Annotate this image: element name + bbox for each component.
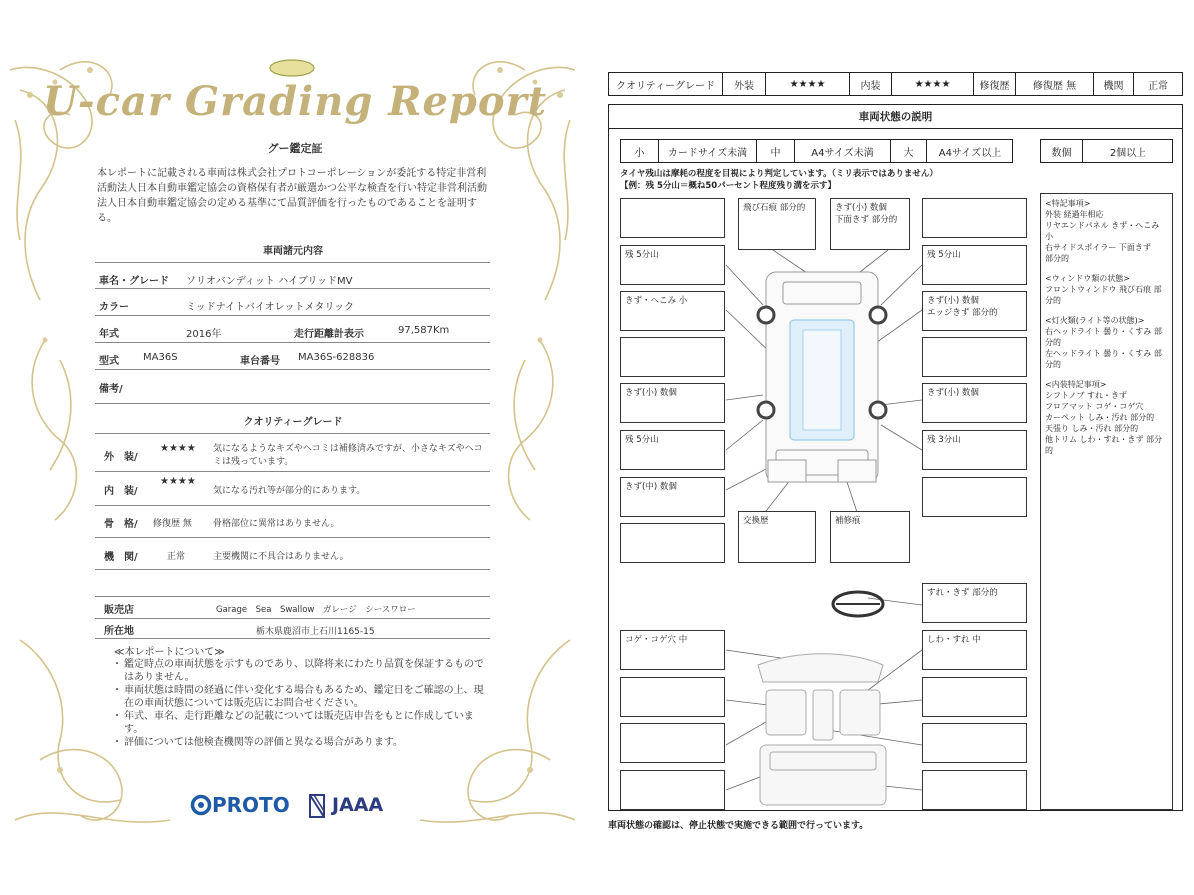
tire-note: タイヤ残山は摩耗の程度を目視により判定しています。（ミリ表示ではありません） xyxy=(620,169,938,179)
quality-interior-grade: ★★★★ xyxy=(160,476,196,487)
divider xyxy=(95,596,490,597)
condition-box xyxy=(620,677,725,717)
divider xyxy=(95,569,490,570)
quality-engine-label: 機 関/ xyxy=(104,552,138,563)
left-front-panel-note: きず・へこみ 小 xyxy=(620,291,725,331)
note-item: ・ 評価については他検査機関等の評価と異なる場合があります。 xyxy=(114,736,484,749)
remarks-label: 備考/ xyxy=(99,384,123,395)
quality-heading: クオリティーグレード xyxy=(243,417,343,428)
front-left-tire-note: 残 5分山 xyxy=(620,245,725,285)
chassis-label: 車台番号 xyxy=(240,356,280,367)
vehicle-name-label: 車名・グレード xyxy=(99,276,169,287)
mileage-value: 97,587Km xyxy=(398,325,450,336)
legend-medium-label: 中 xyxy=(757,140,795,162)
grade-bar-exterior-label: 外装 xyxy=(723,73,766,95)
chassis-value: MA36S-628836 xyxy=(298,352,375,363)
quality-interior-label: 内 装/ xyxy=(104,486,138,497)
year-value: 2016年 xyxy=(186,329,222,340)
special-note-line: 右サイドスポイラー 下面きず xyxy=(1045,243,1151,252)
divider xyxy=(95,505,490,506)
right-front-panel-note-line: きず(小) 数個 xyxy=(927,296,979,306)
jaaa-logo-text: JAAA xyxy=(332,794,384,816)
address-value: 栃木県鹿沼市上石川1165-15 xyxy=(256,627,375,637)
condition-box xyxy=(620,523,725,563)
window-note-line: フロントウィンドウ 飛び石痕 部分的 xyxy=(1045,285,1162,305)
special-note-line: 外装 経過年相応 xyxy=(1045,210,1104,219)
proto-logo-icon xyxy=(190,794,212,816)
grade-bar-repair-value: 修復歴 無 xyxy=(1016,73,1094,95)
notes-list xyxy=(114,658,484,749)
color-value: ミッドナイトバイオレットメタリック xyxy=(186,302,354,313)
lights-note-line: 左ヘッドライト 曇り・くすみ 部分的 xyxy=(1045,349,1162,369)
interior-right-note: しわ・すれ 中 xyxy=(922,630,1027,670)
interior-note-line: 天張り しみ・汚れ 部分的 xyxy=(1045,424,1139,433)
special-note-line: 部分的 xyxy=(1045,254,1069,263)
interior-left-note: コゲ・コゲ穴 中 xyxy=(620,630,725,670)
grade-bar-interior-value: ★★★★ xyxy=(892,73,974,95)
divider xyxy=(95,369,490,370)
steering-note: すれ・きず 部分的 xyxy=(922,583,1027,623)
window-notes-title: <ウィンドウ類の状態> xyxy=(1045,274,1130,283)
condition-sheet xyxy=(598,0,1194,895)
certificate-subtitle: グー鑑定証 xyxy=(267,142,323,155)
special-notes xyxy=(1040,193,1173,810)
note-item: ・ 鑑定時点の車両状態を示すものであり、以降将来にわたり品質を保証するものではありません。 xyxy=(114,658,484,684)
interior-note-line: フロアマット コゲ・コゲ穴 xyxy=(1045,402,1144,411)
footer-logos xyxy=(190,792,410,820)
jaaa-logo-icon xyxy=(306,793,328,819)
left-rear-panel-note: きず(中) 数個 xyxy=(620,477,725,517)
replacement-history-note: 交換歴 xyxy=(738,511,816,563)
divider xyxy=(95,471,490,472)
grade-bar-engine-value: 正常 xyxy=(1148,80,1168,92)
certificate-intro: 本レポートに記載される車両は株式会社プロトコーポレーションが委託する特定非営利活動法人日本自動車鑑定協会の資格保有者が厳選かつ公平な検査を行い特定非営利活動法人日本自動車鑑定協会の定める基準にて品質評価を行ったものであることを証明する。 xyxy=(97,168,487,224)
interior-note-line: シフトノブ すれ・きず xyxy=(1045,391,1128,400)
condition-box xyxy=(922,677,1027,717)
condition-box xyxy=(620,337,725,377)
count-label: 数個 xyxy=(1041,140,1083,162)
divider xyxy=(95,288,490,289)
count-value: 2個以上 xyxy=(1109,147,1147,159)
divider xyxy=(95,403,490,404)
interior-note-line: カーペット しみ・汚れ 部分的 xyxy=(1045,413,1155,422)
address-label: 所在地 xyxy=(104,626,134,637)
divider xyxy=(95,638,490,639)
note-item: ・ 車両状態は時間の経過に伴い変化する場合もあるため、鑑定日をご確認の上、現在の車両状態については販売店にお問合せください。 xyxy=(114,684,484,710)
divider xyxy=(95,433,490,434)
front-bumper-note-line: 下面きず 部分的 xyxy=(835,215,898,225)
left-door-note: きず(小) 数個 xyxy=(620,383,725,423)
note-item: ・ 年式、車名、走行距離などの記載については販売店申告をもとに作成しています。 xyxy=(114,710,484,736)
certificate-title: U-car Grading Report xyxy=(42,78,548,125)
mileage-label: 走行距離計表示 xyxy=(294,329,364,340)
model-value: MA36S xyxy=(143,352,178,363)
condition-box xyxy=(922,337,1027,377)
grade-bar-repair-label: 修復歴 xyxy=(974,73,1016,95)
quality-exterior-grade: ★★★★ xyxy=(160,443,196,454)
divider xyxy=(95,342,490,343)
vehicle-name-value: ソリオバンディット ハイブリッドMV xyxy=(186,276,353,287)
condition-box xyxy=(922,198,1027,238)
right-door-note: きず(小) 数個 xyxy=(922,383,1027,423)
divider xyxy=(95,262,490,263)
legend-small-label: 小 xyxy=(621,140,659,162)
model-label: 型式 xyxy=(99,356,119,367)
dealer-value: Garage Sea Swallow ガレージ シースワロー xyxy=(216,605,416,615)
legend-large-label: 大 xyxy=(891,140,927,162)
quality-interior-comment: 気になる汚れ等が部分的にあります。 xyxy=(213,486,366,496)
quality-engine-grade: 正常 xyxy=(167,552,186,562)
quality-frame-label: 骨 格/ xyxy=(104,519,138,530)
condition-box xyxy=(620,198,725,238)
grade-bar-exterior-value: ★★★★ xyxy=(766,73,850,95)
front-bumper-note-line: きず(小) 数個 xyxy=(835,203,887,213)
specs-heading: 車両諸元内容 xyxy=(263,246,323,257)
grade-bar-interior-label: 内装 xyxy=(850,73,892,95)
front-right-tire-note: 残 5分山 xyxy=(922,245,1027,285)
right-front-panel-note xyxy=(922,291,1027,331)
year-label: 年式 xyxy=(99,329,119,340)
repair-trace-note: 補修痕 xyxy=(830,511,910,563)
front-bumper-note xyxy=(830,198,910,250)
special-note-line: リヤエンドパネル きず・へこみ 小 xyxy=(1045,221,1160,241)
legend-large-desc: A4サイズ以上 xyxy=(938,147,1002,159)
rear-right-tire-note: 残 3分山 xyxy=(922,430,1027,470)
condition-box xyxy=(922,770,1027,810)
quality-frame-comment: 骨格部位に異常はありません。 xyxy=(213,519,340,529)
grading-certificate xyxy=(0,0,590,895)
quality-exterior-comment: 気になるようなキズやヘコミは補修済みですが、小さなキズやヘコミは残っています。 xyxy=(213,444,483,467)
interior-notes-title: <内装特記事項> xyxy=(1045,380,1107,389)
quality-engine-comment: 主要機関に不具合はありません。 xyxy=(213,552,349,562)
dealer-label: 販売店 xyxy=(104,605,134,616)
right-front-panel-note-line: エッジきず 部分的 xyxy=(927,308,998,318)
condition-footer-note: 車両状態の確認は、停止状態で実施できる範囲で行っています。 xyxy=(608,821,869,831)
lights-notes-title: <灯火類(ライト等の状態)> xyxy=(1045,316,1145,325)
divider xyxy=(95,537,490,538)
condition-box xyxy=(620,723,725,763)
tire-example-note: 【例：残 5分山＝概ね50パーセント程度残り溝を示す】 xyxy=(620,181,837,191)
condition-box xyxy=(922,723,1027,763)
divider xyxy=(95,315,490,316)
legend-medium-desc: A4サイズ未満 xyxy=(795,140,891,162)
grade-bar-title: クオリティーグレード xyxy=(609,73,723,95)
condition-box xyxy=(922,477,1027,517)
condition-title: 車両状態の説明 xyxy=(608,104,1183,129)
quality-frame-grade: 修復歴 無 xyxy=(153,519,192,529)
divider xyxy=(95,618,490,619)
front-windshield-note: 飛び石痕 部分的 xyxy=(738,198,816,250)
grade-bar-engine-label: 機関 xyxy=(1094,73,1134,95)
notes-heading: ≪本レポートについて≫ xyxy=(114,647,225,658)
color-label: カラー xyxy=(99,302,129,313)
legend-small-desc: カードサイズ未満 xyxy=(659,140,757,162)
interior-note-line: 他トリム しわ・すれ・きず 部分的 xyxy=(1045,435,1163,455)
rear-left-tire-note: 残 5分山 xyxy=(620,430,725,470)
condition-box xyxy=(620,770,725,810)
lights-note-line: 右ヘッドライト 曇り・くすみ 部分的 xyxy=(1045,327,1162,347)
quality-exterior-label: 外 装/ xyxy=(104,452,138,463)
proto-logo-text: PROTO xyxy=(212,793,290,817)
special-notes-title: <特記事項> xyxy=(1045,199,1091,208)
